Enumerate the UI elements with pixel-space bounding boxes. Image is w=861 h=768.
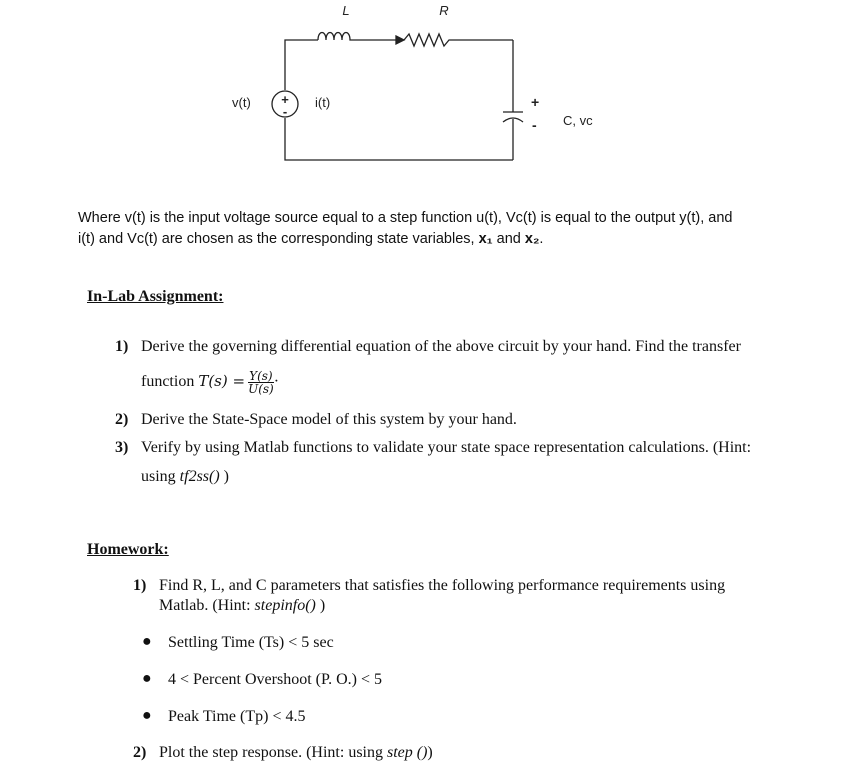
- current-arrow: [396, 36, 404, 44]
- description-paragraph: [78, 208, 778, 250]
- hint-function-tf2ss: tf2ss(): [179, 468, 220, 485]
- in-lab-item-3: [115, 438, 751, 458]
- item-text-function: function: [141, 373, 199, 391]
- item-number: 2): [133, 744, 147, 761]
- state-var-x2: x₂: [524, 231, 540, 247]
- circuit-diagram: [0, 0, 861, 200]
- source-minus: -: [282, 104, 288, 119]
- item-text: Verify by using Matlab functions to validate your state space representation calculations. (Hint:: [141, 439, 752, 456]
- item-number: 2): [115, 411, 129, 428]
- hint-close: ): [427, 744, 433, 761]
- item-number: 3): [115, 439, 129, 456]
- homework-item-1: [133, 576, 725, 596]
- in-lab-item-3-hint-line: [141, 467, 229, 487]
- and-word: and: [492, 231, 525, 247]
- fraction-tail: ·: [273, 373, 280, 391]
- homework-item-1-hint-line: [159, 596, 325, 616]
- current-label: i(t): [315, 95, 331, 110]
- item-text-matlab: Matlab. (Hint:: [159, 597, 255, 614]
- requirement-overshoot: 4 < Percent Overshoot (P. O.) < 5: [168, 671, 383, 688]
- wire-top-left: [285, 40, 318, 90]
- state-var-x1: x₁: [478, 231, 493, 247]
- in-lab-item-1-formula-line: [141, 370, 279, 395]
- cap-minus: -: [532, 117, 537, 133]
- description-line-1: Where v(t) is the input voltage source equal to a step function u(t), Vc(t) is equal to the output y(t), and: [78, 210, 733, 226]
- fraction-denominator: U(s): [248, 382, 274, 396]
- requirement-settling-time: Settling Time (Ts) < 5 sec: [168, 634, 334, 651]
- resistor-symbol: [404, 34, 513, 46]
- in-lab-item-2: [115, 410, 517, 430]
- item-number: 1): [133, 577, 147, 594]
- in-lab-heading: In-Lab Assignment:: [87, 288, 224, 305]
- resistor-label: R: [439, 3, 449, 18]
- item-number: 1): [115, 338, 129, 355]
- in-lab-item-1: [115, 337, 741, 357]
- bullet-dot: ●: [142, 707, 152, 724]
- item-text: Find R, L, and C parameters that satisfies the following performance requirements using: [159, 577, 726, 594]
- bullet-dot: ●: [142, 633, 152, 650]
- homework-heading: Homework:: [87, 541, 169, 558]
- homework-item-2: [133, 743, 433, 763]
- cap-plus: +: [531, 94, 540, 110]
- item-text: Derive the governing differential equation of the above circuit by your hand. Find the transfer: [141, 338, 741, 355]
- item-text: Derive the State-Space model of this system by your hand.: [141, 411, 517, 428]
- period: .: [539, 231, 544, 247]
- inductor-label: L: [342, 3, 350, 18]
- transfer-function-lhs: T(s) =: [198, 372, 246, 391]
- bullet-dot: ●: [142, 670, 152, 687]
- source-label: v(t): [232, 95, 251, 110]
- wire-bottom: [285, 118, 513, 160]
- description-line-2-text: i(t) and Vc(t) are chosen as the corresponding state variables,: [78, 231, 479, 247]
- source-plus: +: [281, 92, 289, 107]
- hint-function-step: step (): [386, 744, 428, 761]
- inductor-symbol: [318, 33, 365, 41]
- hint-function-stepinfo: stepinfo(): [254, 597, 316, 614]
- item-text-using: using: [141, 468, 180, 485]
- hint-close: ): [219, 468, 229, 485]
- fraction-numerator: Y(s): [249, 369, 273, 383]
- transfer-function-fraction: [248, 370, 274, 395]
- capacitor-label: C, vc: [563, 113, 593, 128]
- description-line-2: [78, 229, 778, 250]
- requirement-peak-time: Peak Time (Tp) < 4.5: [168, 708, 306, 725]
- hint-close: ): [315, 597, 326, 614]
- item-text: Plot the step response. (Hint: using: [159, 744, 387, 761]
